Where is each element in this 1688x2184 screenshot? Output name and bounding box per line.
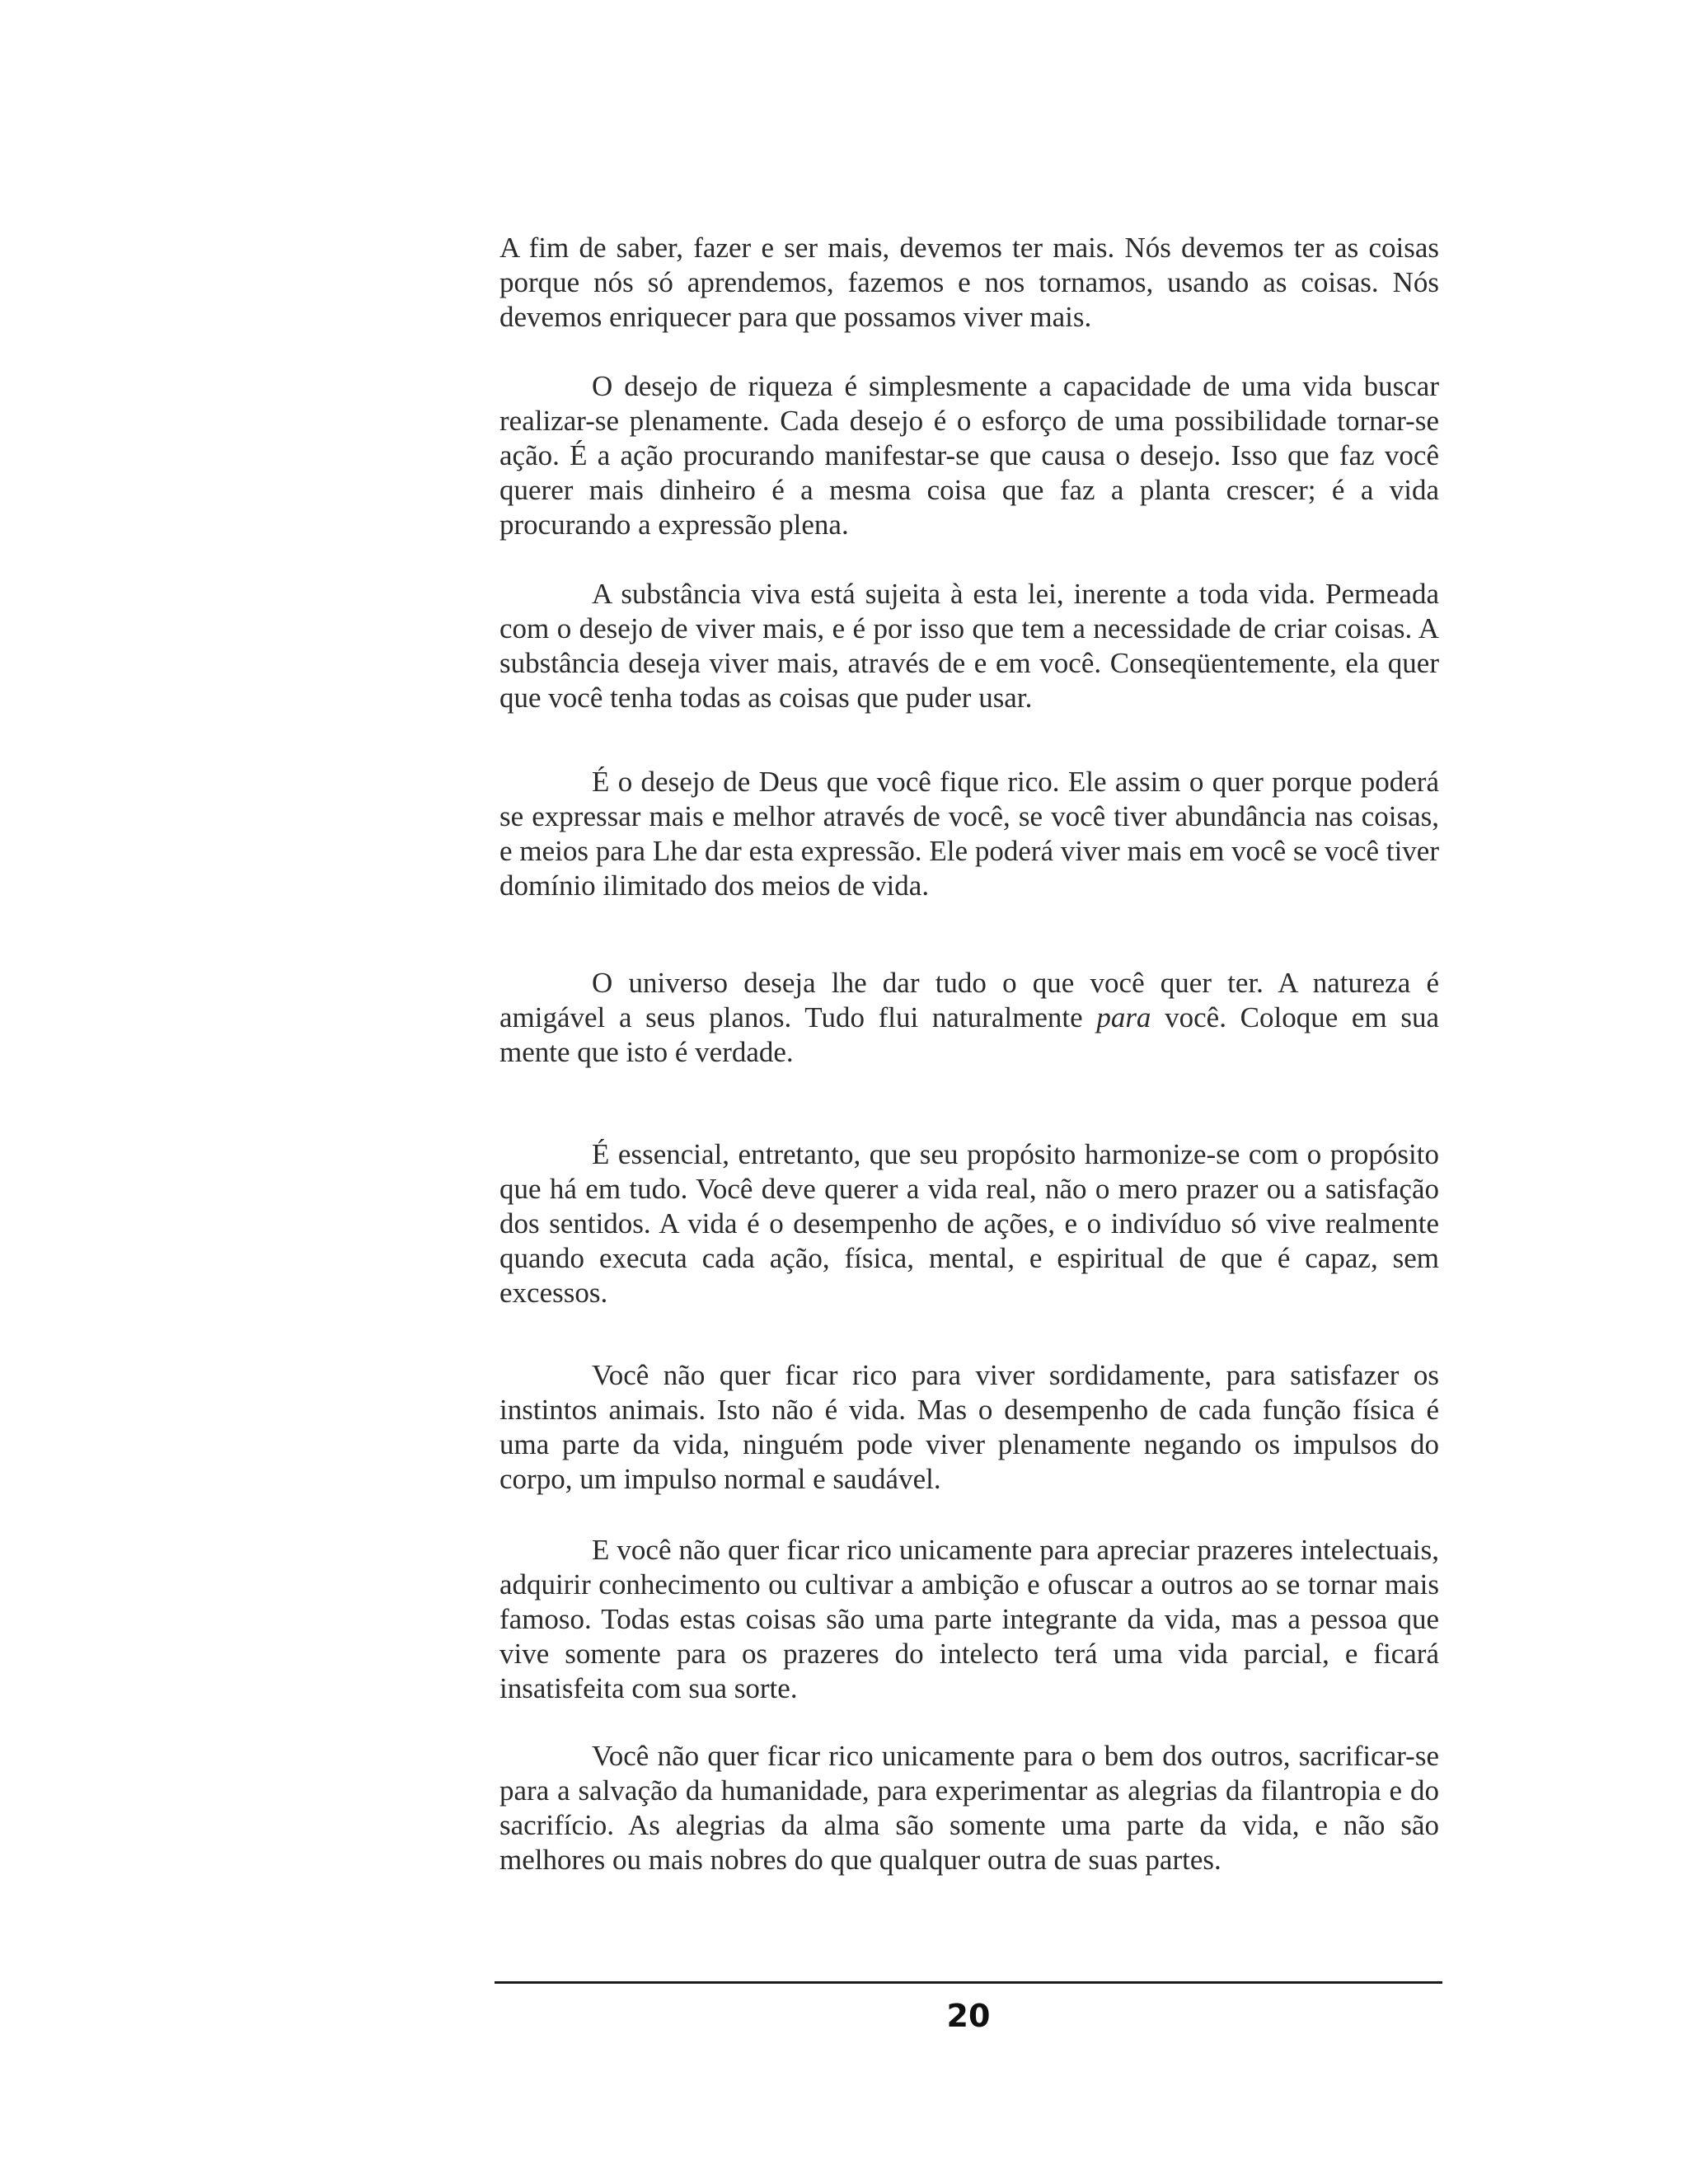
- page-number: 20: [946, 1998, 991, 2034]
- footer-divider: [495, 1981, 1442, 1984]
- paragraph-5-text-start: O universo deseja lhe dar tudo o que você quer ter. A natureza é amigável a seus planos. Tudo flui naturalmente: [499, 967, 1439, 1033]
- paragraph-5: [499, 966, 1439, 1070]
- paragraph-5-text-end: você. Coloque em sua mente que isto é verdade.: [499, 1001, 1440, 1068]
- paragraph-9: Você não quer ficar rico unicamente para o bem dos outros, sacrificar-se para a salvação da humanidade, para experimentar as alegrias da filantropia e do sacrifício. As alegrias da alma são somente uma parte da vida, e não são melhores ou mais nobres do que qualquer outra de suas partes.: [499, 1740, 1439, 1876]
- paragraph-5-emphasis: para: [1096, 1001, 1151, 1033]
- paragraph-1: A fim de saber, fazer e ser mais, devemos ter mais. Nós devemos ter as coisas porque nós só aprendemos, fazemos e nos tornamos, usando as coisas. Nós devemos enriquecer para que possamos viver mais.: [499, 232, 1439, 333]
- paragraph-2: O desejo de riqueza é simplesmente a capacidade de uma vida buscar realizar-se plenamente. Cada desejo é o esforço de uma possibilidade tornar-se ação. É a ação procurando manifestar-se que causa o desejo. Isso que faz você querer mais dinheiro é a mesma coisa que faz a planta crescer; é a vida procurando a expressão plena.: [499, 370, 1439, 541]
- paragraph-6: É essencial, entretanto, que seu propósito harmonize-se com o propósito que há em tudo. Você deve querer a vida real, não o mero prazer ou a satisfação dos sentidos. A vida é o desempenho de ações, e o indivíduo só vive realmente quando executa cada ação, física, mental, e espiritual de que é capaz, sem excessos.: [499, 1138, 1439, 1309]
- paragraph-7: Você não quer ficar rico para viver sordidamente, para satisfazer os instintos animais. Isto não é vida. Mas o desempenho de cada função física é uma parte da vida, ninguém pode viver plenamente negando os impulsos do corpo, um impulso normal e saudável.: [499, 1359, 1439, 1495]
- paragraph-3: A substância viva está sujeita à esta lei, inerente a toda vida. Permeada com o desejo de viver mais, e é por isso que tem a necessidade de criar coisas. A substância deseja viver mais, através de e em você. Conseqüentemente, ela quer que você tenha todas as coisas que puder usar.: [499, 578, 1439, 714]
- paragraph-8: E você não quer ficar rico unicamente para apreciar prazeres intelectuais, adquirir conhecimento ou cultivar a ambição e ofuscar a outros ao se tornar mais famoso. Todas estas coisas são uma parte integrante da vida, mas a pessoa que vive somente para os prazeres do intelecto terá uma vida parcial, e ficará insatisfeita com sua sorte.: [499, 1534, 1439, 1704]
- paragraph-4: É o desejo de Deus que você fique rico. Ele assim o quer porque poderá se expressar mais e melhor através de você, se você tiver abundância nas coisas, e meios para Lhe dar esta expressão. Ele poderá viver mais em você se você tiver domínio ilimitado dos meios de vida.: [499, 766, 1439, 902]
